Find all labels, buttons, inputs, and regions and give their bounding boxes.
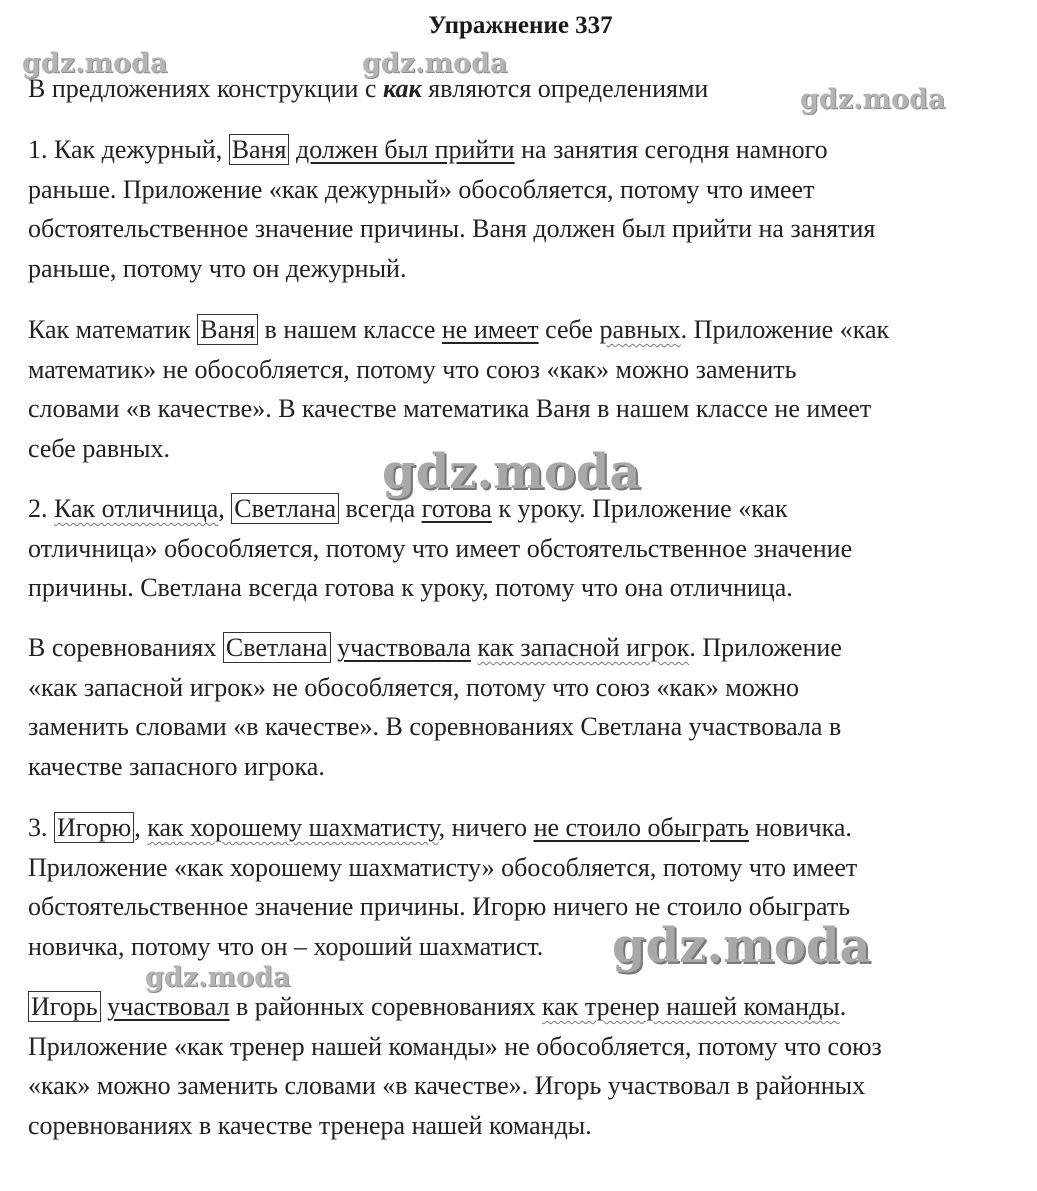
text-span: В соревнованиях <box>28 633 223 662</box>
subject-word: Игорю <box>54 812 134 843</box>
text-line: заменить словами «в качестве». В соревнованиях Светлана участвовала в <box>28 712 842 741</box>
text-line: обстоятельственное значение причины. Ваня должен был прийти на занятия <box>28 214 876 243</box>
watermark-logo: gdz.moda <box>382 444 641 500</box>
exercise-title: Упражнение 337 <box>428 12 613 39</box>
predicate-phrase: не стоило обыграть <box>533 813 749 842</box>
text-span: к уроку <box>498 494 580 523</box>
modifier-phrase: как хорошему шахматисту <box>147 813 439 842</box>
predicate-phrase: готова <box>421 494 492 523</box>
watermark-logo: gdz.moda <box>145 962 291 993</box>
text-span: , ничего <box>438 813 534 842</box>
text-line: «как» можно заменить словами «в качестве». Игорь участвовал в районных <box>28 1071 866 1100</box>
text-span: Как математик <box>28 315 198 344</box>
text-span: новичка. <box>748 813 852 842</box>
text-span: . Приложение «как <box>579 494 788 523</box>
text-span: , <box>218 494 232 523</box>
text-line: словами «в качестве». В качестве математика Ваня в нашем классе не имеет <box>28 394 872 423</box>
text-line: Приложение «как хорошему шахматисту» обособляется, потому что имеет <box>28 852 858 882</box>
watermark-logo: gdz.moda <box>362 48 508 79</box>
text-line: соревнованиях в качестве тренера нашей команды. <box>28 1110 592 1140</box>
watermark-logo: gdz.moda <box>800 84 946 115</box>
modifier-phrase: как запасной игрок <box>477 633 690 662</box>
text-line: новичка, потому что он – хороший шахматист. <box>28 931 544 961</box>
intro-text-end: являются определениями <box>421 74 709 103</box>
predicate-phrase: должен был прийти <box>295 135 515 164</box>
modifier-phrase: Как отличница <box>54 494 219 523</box>
text-span: 3. <box>28 813 54 842</box>
subject-word: Светлана <box>223 632 331 663</box>
text-span: . Приложение «как <box>680 315 890 344</box>
subject-word: Ваня <box>197 314 258 345</box>
text-span: . Приложение <box>689 633 842 662</box>
paragraph-3 <box>28 489 1013 608</box>
text-line: «как запасной игрок» не обособляется, потому что союз «как» можно <box>28 672 799 702</box>
text-line <box>28 310 1013 350</box>
text-line <box>28 130 1013 170</box>
text-span: всегда <box>339 494 422 523</box>
modifier-phrase: равных <box>599 315 681 344</box>
text-span: . <box>839 992 847 1021</box>
text-span: себе <box>538 315 600 344</box>
text-line: обстоятельственное значение причины. Игорю ничего не стоило обыграть <box>28 892 851 921</box>
intro-text: В предложениях конструкции с <box>28 74 383 103</box>
paragraph-1 <box>28 130 1013 288</box>
text-line: раньше, потому что он дежурный. <box>28 253 407 283</box>
predicate-phrase: участвовал <box>107 992 230 1021</box>
text-line: раньше. Приложение «как дежурный» обособляется, потому что имеет <box>28 174 815 204</box>
text-line: причины. Светлана всегда готова к уроку, потому что она отличница. <box>28 573 793 602</box>
text-span: в нашем классе <box>258 315 442 344</box>
paragraph-6 <box>28 987 1013 1145</box>
text-line <box>28 628 1013 668</box>
text-span: 1. Как дежурный, <box>28 135 229 164</box>
text-line <box>28 808 1013 848</box>
text-line: математик» не обособляется, потому что союз «как» можно заменить <box>28 354 797 384</box>
predicate-phrase: участвовала <box>337 633 471 662</box>
text-span: на занятия сегодня намного <box>514 135 828 164</box>
text-span: , <box>134 813 148 842</box>
text-span: в районных соревнованиях <box>229 992 543 1021</box>
text-span: 2. <box>28 494 54 523</box>
predicate-phrase: не имеет <box>441 315 539 344</box>
modifier-phrase: как тренер нашей команды <box>542 992 840 1021</box>
text-line: качестве запасного игрока. <box>28 751 325 781</box>
subject-word: Светлана <box>231 493 339 524</box>
paragraph-4 <box>28 628 1013 786</box>
subject-word: Игорь <box>28 991 101 1022</box>
subject-word: Ваня <box>229 134 290 165</box>
text-line: отличница» обособляется, потому что имеет обстоятельственное значение <box>28 533 853 563</box>
text-line: Приложение «как тренер нашей команды» не обособляется, потому что союз <box>28 1031 882 1061</box>
watermark-logo: gdz.moda <box>22 48 168 79</box>
intro-keyword: как <box>382 74 422 103</box>
text-line: себе равных. <box>28 433 171 463</box>
watermark-logo: gdz.moda <box>612 918 871 974</box>
